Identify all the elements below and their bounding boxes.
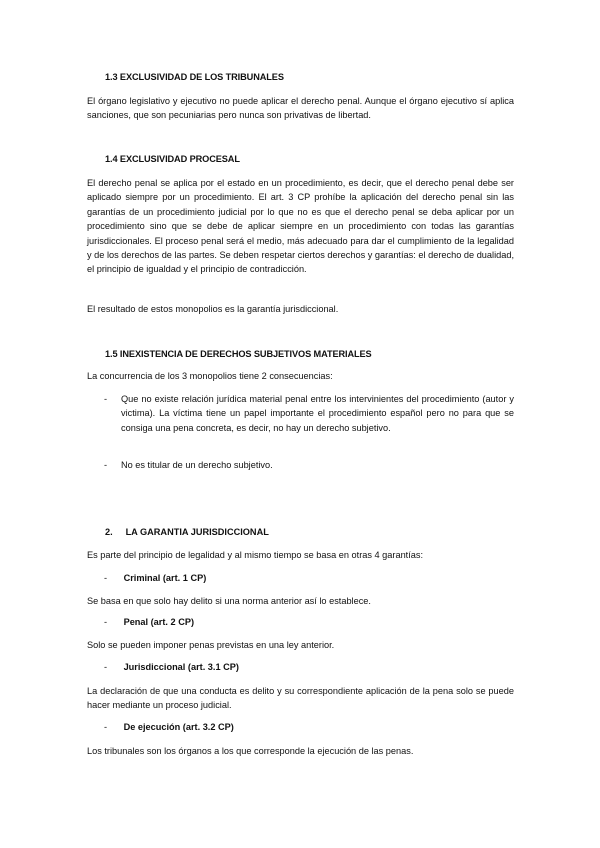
guarantee-title: De ejecución (art. 3.2 CP) [123, 722, 234, 732]
list-dash: - [104, 573, 108, 583]
paragraph-1-5-intro: La concurrencia de los 3 monopolios tiene 2 consecuencias: [87, 371, 333, 381]
paragraph-2-intro: Es parte del principio de legalidad y al mismo tiempo se basa en otras 4 garantías: [87, 550, 424, 560]
guarantee-heading-ejecucion [104, 722, 234, 732]
guarantee-text: Solo se pueden imponer penas previstas en una ley anterior. [87, 640, 335, 650]
list-item-text: No es titular de un derecho subjetivo. [121, 460, 273, 470]
guarantee-title: Penal (art. 2 CP) [123, 617, 195, 627]
list-dash: - [104, 662, 108, 672]
list-dash: - [104, 460, 108, 470]
paragraph-1-3: El órgano legislativo y ejecutivo no puede aplicar el derecho penal. Aunque el órgano ejecutivo sí aplica sanciones, que son pecuniarias pero nunca son privativas de libertad. [87, 96, 514, 121]
guarantee-heading-criminal [104, 573, 206, 583]
heading-1-3: 1.3 EXCLUSIVIDAD DE LOS TRIBUNALES [105, 72, 284, 82]
heading-2-title: LA GARANTIA JURISDICCIONAL [125, 527, 269, 537]
paragraph-1-4-result: El resultado de estos monopolios es la garantía jurisdiccional. [87, 304, 339, 314]
list-item-text: Que no existe relación jurídica material penal entre los intervinientes del procedimiento (autor y victima). La víctima tiene un papel importante el procedimiento español pero no para que se consiga una pena concreta, es decir, no hay un derecho subjetivo. [121, 394, 514, 433]
heading-1-4: 1.4 EXCLUSIVIDAD PROCESAL [105, 154, 240, 164]
paragraph-1-4: El derecho penal se aplica por el estado en un procedimiento, es decir, que el derecho penal debe ser aplicado siempre por un procedimiento. El art. 3 CP prohíbe la aplicación del derecho penal sin las garantías de un procedimiento judicial por lo que no es que el derecho penal se deba aplicar por un procedimiento sino que se debe de aplicar siempre en un procedimiento con todas las garantías jurisdiccionales. El proceso penal será el medio, más adecuado para dar el cumplimiento de la legalidad y de los derechos de las partes. Se deben respetar ciertos derechos y garantías: el derecho de dualidad, el principio de igualdad y el principio de contradicción. [87, 178, 514, 275]
heading-2 [105, 527, 269, 537]
guarantee-title: Jurisdiccional (art. 3.1 CP) [123, 662, 239, 672]
guarantee-title: Criminal (art. 1 CP) [123, 573, 207, 583]
heading-1-5: 1.5 INEXISTENCIA DE DERECHOS SUBJETIVOS MATERIALES [105, 349, 372, 359]
heading-2-number: 2. [105, 527, 113, 537]
guarantee-text: La declaración de que una conducta es delito y su correspondiente aplicación de la pena solo se puede hacer mediante un proceso judicial. [87, 686, 514, 711]
list-item [104, 458, 514, 472]
list-dash: - [104, 722, 108, 732]
guarantee-heading-penal [104, 617, 194, 627]
guarantee-text: Se basa en que solo hay delito si una norma anterior así lo establece. [87, 596, 371, 606]
guarantee-heading-jurisdiccional [104, 662, 239, 672]
list-item [104, 392, 514, 435]
guarantee-text: Los tribunales son los órganos a los que corresponde la ejecución de las penas. [87, 746, 414, 756]
list-dash: - [104, 617, 108, 627]
list-dash: - [104, 394, 108, 404]
